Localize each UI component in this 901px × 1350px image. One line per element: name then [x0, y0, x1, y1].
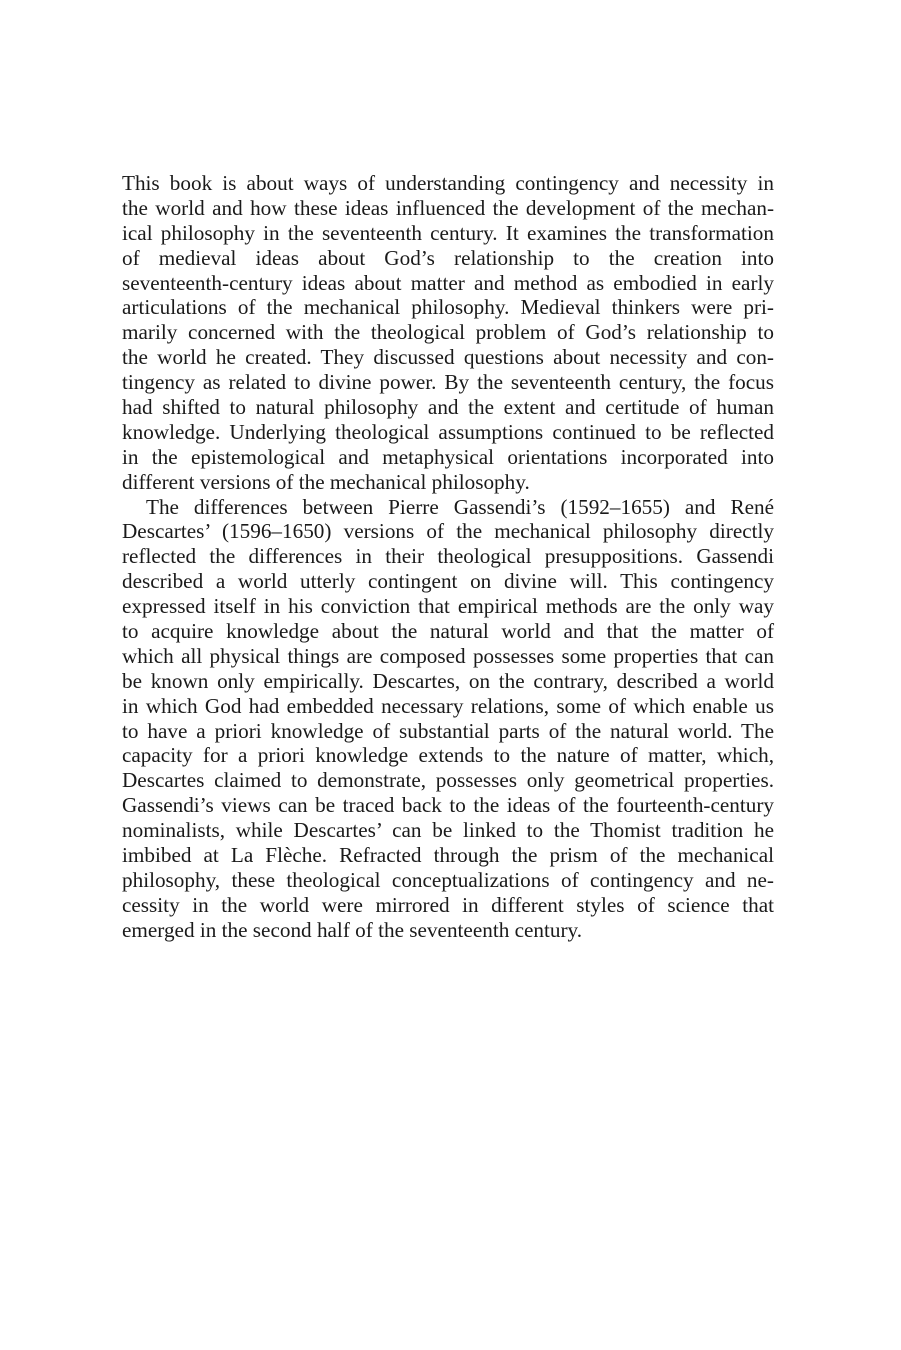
- text-line: philosophy, these theological conceptualizations of contingency and ne-: [122, 867, 774, 892]
- text-line: to acquire knowledge about the natural world and that the matter of: [122, 619, 774, 644]
- text-line: the world he created. They discussed questions about necessity and con-: [122, 345, 774, 370]
- text-line: be known only empirically. Descartes, on the contrary, described a world: [122, 668, 774, 693]
- text-line: ical philosophy in the seventeenth century. It examines the transformation: [122, 220, 774, 245]
- text-line: The differences between Pierre Gassendi’s (1592–1655) and René: [146, 494, 774, 519]
- text-line: expressed itself in his conviction that empirical methods are the only way: [122, 594, 774, 619]
- text-line: emerged in the second half of the seventeenth century.: [122, 917, 583, 942]
- paragraph-1: [122, 171, 774, 495]
- text-line: Descartes’ (1596–1650) versions of the mechanical philosophy directly: [122, 519, 774, 544]
- text-line: had shifted to natural philosophy and the extent and certitude of human: [122, 395, 774, 420]
- paragraph-2: [122, 495, 774, 943]
- text-line: articulations of the mechanical philosophy. Medieval thinkers were pri-: [122, 295, 774, 320]
- text-line: cessity in the world were mirrored in different styles of science that: [122, 892, 774, 917]
- text-line: tingency as related to divine power. By the seventeenth century, the focus: [122, 370, 774, 395]
- text-line: This book is about ways of understanding contingency and necessity in: [122, 171, 774, 195]
- text-line: to have a priori knowledge of substantial parts of the natural world. The: [122, 718, 774, 743]
- text-line: marily concerned with the theological problem of God’s relationship to: [122, 320, 774, 345]
- body-text: [122, 171, 774, 943]
- text-line: the world and how these ideas influenced the development of the mechan-: [122, 195, 774, 220]
- text-line: nominalists, while Descartes’ can be linked to the Thomist tradition he: [122, 818, 774, 843]
- text-line: Gassendi’s views can be traced back to the ideas of the fourteenth-century: [122, 793, 774, 818]
- text-line: which all physical things are composed possesses some properties that can: [122, 643, 774, 668]
- text-line: reflected the differences in their theological presuppositions. Gassendi: [122, 544, 774, 569]
- text-line: imbibed at La Flèche. Refracted through the prism of the mechanical: [122, 843, 774, 868]
- text-line: capacity for a priori knowledge extends to the nature of matter, which,: [122, 743, 774, 768]
- text-line: different versions of the mechanical philosophy.: [122, 469, 530, 494]
- text-line: in which God had embedded necessary relations, some of which enable us: [122, 693, 774, 718]
- text-line: seventeenth-century ideas about matter and method as embodied in early: [122, 270, 774, 295]
- text-line: knowledge. Underlying theological assumptions continued to be reflected: [122, 419, 774, 444]
- text-line: described a world utterly contingent on divine will. This contingency: [122, 569, 774, 594]
- text-line: of medieval ideas about God’s relationship to the creation into: [122, 245, 774, 270]
- text-line: Descartes claimed to demonstrate, possesses only geometrical properties.: [122, 768, 774, 793]
- text-line: in the epistemological and metaphysical orientations incorporated into: [122, 444, 774, 469]
